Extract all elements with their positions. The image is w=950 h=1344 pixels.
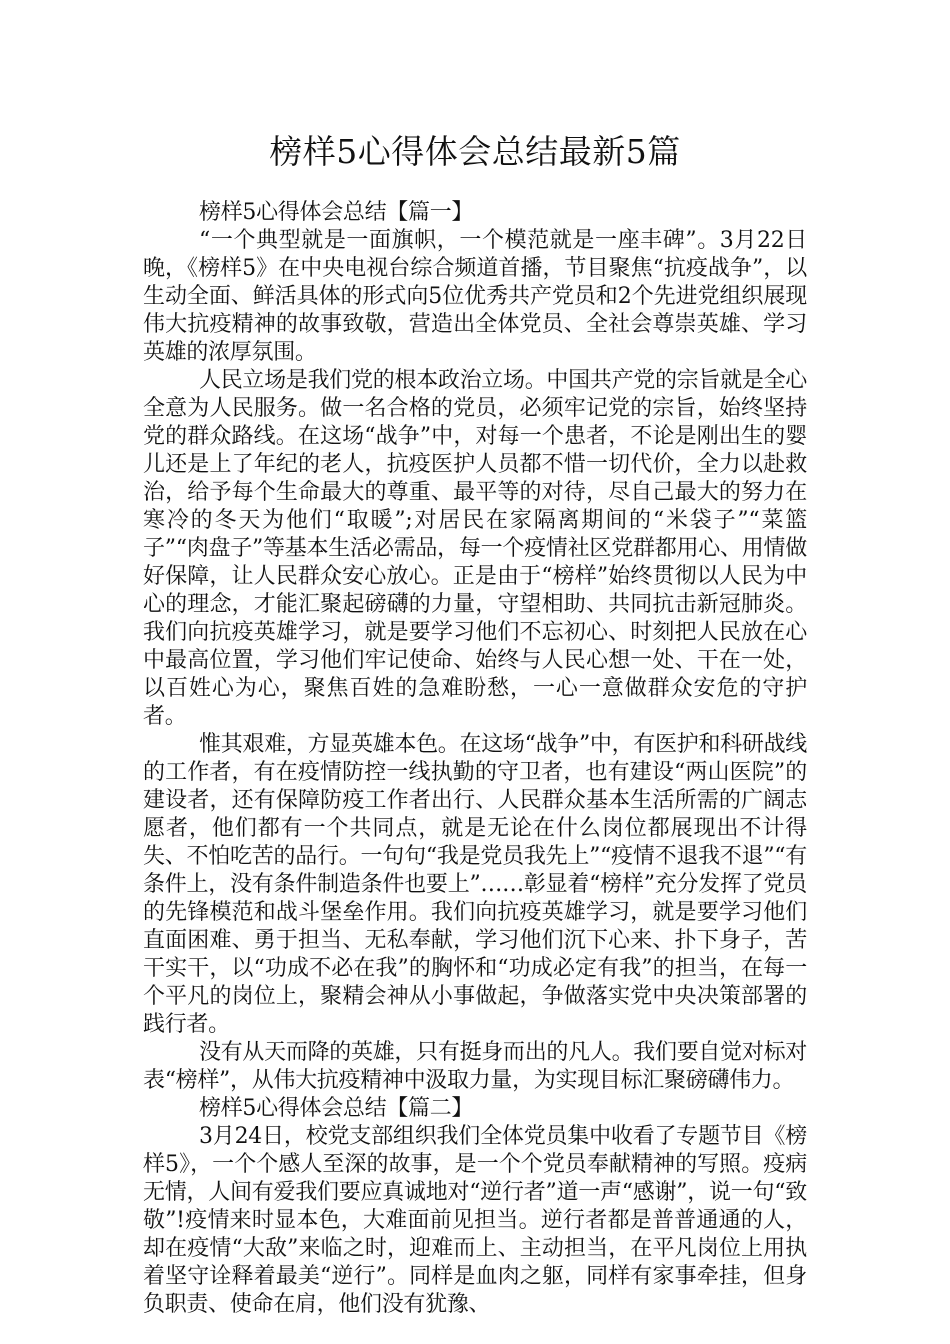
document-page: [143, 0, 807, 1344]
paragraph-1-4: 没有从天而降的英雄，只有挺身而出的凡人。我们要自觉对标对表“榜样”，从伟大抗疫精神中汲取力量，为实现目标汇聚磅礴伟力。: [143, 1040, 807, 1093]
paragraph-2-1: 3月24日，校党支部组织我们全体党员集中收看了专题节目《榜样5》，一个个感人至深的故事，是一个个党员奉献精神的写照。疫病无情，人间有爱我们要应真诚地对“逆行者”道一声“感谢”，说一句“致敬”!疫情来时显本色，大难面前见担当。逆行者都是普普通通的人，却在疫情“大敌”来临之时，迎难而上、主动担当，在平凡岗位上用执着坚守诠释着最美“逆行”。同样是血肉之躯，同样有家事牵挂，但身负职责、使命在肩，他们没有犹豫、: [143, 1124, 807, 1317]
section-heading-1: 榜样5心得体会总结【篇一】: [199, 200, 474, 225]
document-body: [143, 199, 807, 1319]
paragraph-1-1: “一个典型就是一面旗帜，一个模范就是一座丰碑”。3月22日晚，《榜样5》在中央电视台综合频道首播，节目聚焦“抗疫战争”，以生动全面、鲜活具体的形式向5位优秀共产党员和2个先进党组织展现伟大抗疫精神的故事致敬，营造出全体党员、全社会尊崇英雄、学习英雄的浓厚氛围。: [143, 228, 807, 365]
document-title: 榜样5心得体会总结最新5篇: [269, 132, 681, 171]
section-1: [143, 199, 807, 1095]
paragraph-1-3: 惟其艰难，方显英雄本色。在这场“战争”中，有医护和科研战线的工作者，有在疫情防控一线执勤的守卫者，也有建设“两山医院”的建设者，还有保障防疫工作者出行、人民群众基本生活所需的广阔志愿者，他们都有一个共同点，就是无论在什么岗位都展现出不计得失、不怕吃苦的品行。一句句“我是党员我先上”“疫情不退我不退”“有条件上，没有条件制造条件也要上”……彰显着“榜样”充分发挥了党员的先锋模范和战斗堡垒作用。我们向抗疫英雄学习，就是要学习他们直面困难、勇于担当、无私奉献，学习他们沉下心来、扑下身子，苦干实干，以“功成不必在我”的胸怀和“功成必定有我”的担当，在每一个平凡的岗位上，聚精会神从小事做起，争做落实党中央决策部署的践行者。: [143, 732, 807, 1037]
section-heading-2: 榜样5心得体会总结【篇二】: [199, 1096, 474, 1121]
paragraph-1-2: 人民立场是我们党的根本政治立场。中国共产党的宗旨就是全心全意为人民服务。做一名合格的党员，必须牢记党的宗旨，始终坚持党的群众路线。在这场“战争”中，对每一个患者，不论是刚出生的婴儿还是上了年纪的老人，抗疫医护人员都不惜一切代价，全力以赴救治，给予每个生命最大的尊重、最平等的对待，尽自己最大的努力在寒冷的冬天为他们“取暖”;对居民在家隔离期间的“米袋子”“菜篮子”“肉盘子”等基本生活必需品，每一个疫情社区党群都用心、用情做好保障，让人民群众安心放心。正是由于“榜样”始终贯彻以人民为中心的理念，才能汇聚起磅礴的力量，守望相助、共同抗击新冠肺炎。我们向抗疫英雄学习，就是要学习他们不忘初心、时刻把人民放在心中最高位置，学习他们牢记使命、始终与人民心想一处、干在一处，以百姓心为心，聚焦百姓的急难盼愁，一心一意做群众安危的守护者。: [143, 368, 807, 729]
section-2: [143, 1095, 807, 1319]
